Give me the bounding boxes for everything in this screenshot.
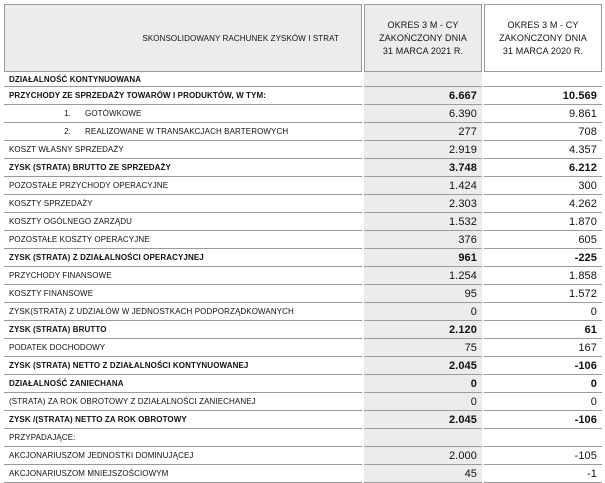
table-row: ZYSK (STRATA) BRUTTO 2.120 61 xyxy=(4,321,602,339)
table-row: ZYSK (STRATA) Z DZIAŁALNOŚCI OPERACYJNEJ 961 -225 xyxy=(4,249,602,267)
table-row: DZIAŁALNOŚĆ KONTYNUOWANA xyxy=(4,72,602,87)
table-row: ZYSK /(STRATA) NETTO ZA ROK OBROTOWY 2.045 -106 xyxy=(4,411,602,429)
row-label: REALIZOWANE W TRANSAKCJACH BARTEROWYCH xyxy=(85,127,289,136)
income-statement-table xyxy=(4,4,602,483)
item-number: 1. xyxy=(64,109,71,118)
table-row: KOSZTY OGÓLNEGO ZARZĄDU 1.532 1.870 xyxy=(4,213,602,231)
table-row: PRZYCHODY FINANSOWE 1.254 1.858 xyxy=(4,267,602,285)
table-row: POZOSTAŁE KOSZTY OPERACYJNE 376 605 xyxy=(4,231,602,249)
table-row: AKCJONARIUSZOM MNIEJSZOŚCIOWYM 45 -1 xyxy=(4,465,602,483)
table-row: KOSZTY SPRZEDAŻY 2.303 4.262 xyxy=(4,195,602,213)
table-row: PRZYCHODY ZE SPRZEDAŻY TOWARÓW I PRODUKTÓW, W TYM: 6.667 10.569 xyxy=(4,87,602,105)
table-row: KOSZTY FINANSOWE 95 1.572 xyxy=(4,285,602,303)
statement-title: SKONSOLIDOWANY RACHUNEK ZYSKÓW I STRAT xyxy=(4,4,362,72)
table-row: ZYSK (STRATA) BRUTTO ZE SPRZEDAŻY 3.748 6.212 xyxy=(4,159,602,177)
column-header-2021: OKRES 3 M - CY ZAKOŃCZONY DNIA 31 MARCA 2021 R. xyxy=(364,4,482,72)
table-row: PRZYPADAJĄCE: xyxy=(4,429,602,447)
header-row xyxy=(4,4,602,72)
table-row: ZYSK(STRATA) Z UDZIAŁÓW W JEDNOSTKACH PODPORZĄDKOWANYCH 0 0 xyxy=(4,303,602,321)
table-row: POZOSTAŁE PRZYCHODY OPERACYJNE 1.424 300 xyxy=(4,177,602,195)
table-row: (STRATA) ZA ROK OBROTOWY Z DZIAŁALNOŚCI ZANIECHANEJ 0 0 xyxy=(4,393,602,411)
table-row: PODATEK DOCHODOWY 75 167 xyxy=(4,339,602,357)
income-statement xyxy=(4,4,602,483)
table-row: KOSZT WŁASNY SPRZEDAŻY 2.919 4.357 xyxy=(4,141,602,159)
table-row: 1. GOTÓWKOWE 6.390 9.861 xyxy=(4,105,602,123)
table-row: 2. REALIZOWANE W TRANSAKCJACH BARTEROWYCH 277 708 xyxy=(4,123,602,141)
table-row: DZIAŁALNOŚĆ ZANIECHANA 0 0 xyxy=(4,375,602,393)
column-header-2020: OKRES 3 M - CY ZAKOŃCZONY DNIA 31 MARCA 2020 R. xyxy=(484,4,602,72)
table-row: ZYSK (STRATA) NETTO Z DZIAŁALNOŚCI KONTYNUOWANEJ 2.045 -106 xyxy=(4,357,602,375)
row-label: GOTÓWKOWE xyxy=(85,109,142,118)
item-number: 2. xyxy=(64,127,71,136)
table-row: AKCJONARIUSZOM JEDNOSTKI DOMINUJĄCEJ 2.000 -105 xyxy=(4,447,602,465)
